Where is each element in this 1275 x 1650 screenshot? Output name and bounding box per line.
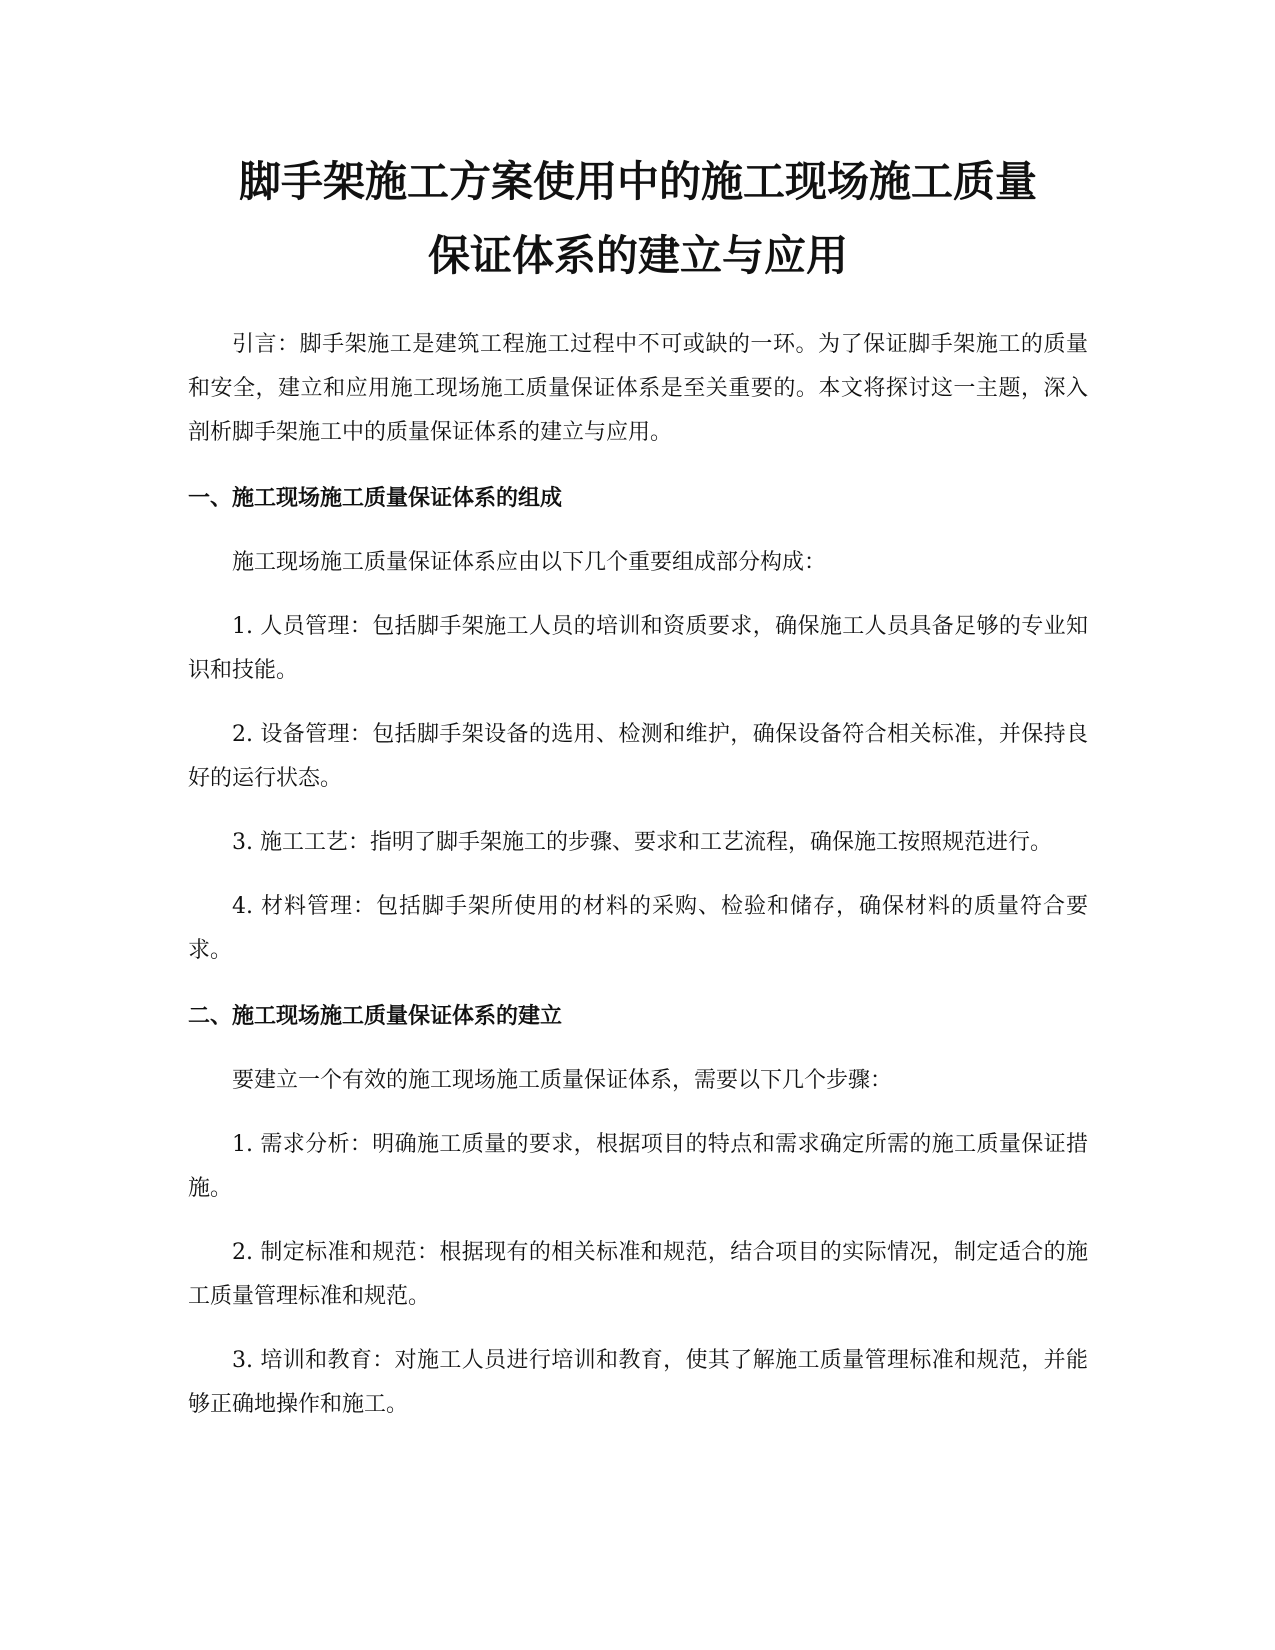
section-1-item-1: 1. 人员管理：包括脚手架施工人员的培训和资质要求，确保施工人员具备足够的专业知识和技能。 xyxy=(188,614,1088,683)
section-2-item-3: 3. 培训和教育：对施工人员进行培训和教育，使其了解施工质量管理标准和规范，并能够正确地操作和施工。 xyxy=(188,1348,1088,1417)
section-2-item-2: 2. 制定标准和规范：根据现有的相关标准和规范，结合项目的实际情况，制定适合的施工质量管理标准和规范。 xyxy=(188,1240,1088,1309)
document-page xyxy=(188,145,1088,1427)
document-title xyxy=(188,145,1088,293)
section-1-heading: 一、施工现场施工质量保证体系的组成 xyxy=(188,486,563,511)
section-2-heading: 二、施工现场施工质量保证体系的建立 xyxy=(188,1004,563,1029)
section-1-item-4: 4. 材料管理：包括脚手架所使用的材料的采购、检验和储存，确保材料的质量符合要求。 xyxy=(188,894,1088,963)
section-1-lead: 施工现场施工质量保证体系应由以下几个重要组成部分构成： xyxy=(232,550,827,575)
section-1-item-2: 2. 设备管理：包括脚手架设备的选用、检测和维护，确保设备符合相关标准，并保持良好的运行状态。 xyxy=(188,722,1088,791)
title-line-2: 保证体系的建立与应用 xyxy=(427,231,848,280)
section-2-lead: 要建立一个有效的施工现场施工质量保证体系，需要以下几个步骤： xyxy=(232,1068,893,1093)
section-1-item-3: 3. 施工工艺：指明了脚手架施工的步骤、要求和工艺流程，确保施工按照规范进行。 xyxy=(232,830,1052,855)
title-line-1: 脚手架施工方案使用中的施工现场施工质量 xyxy=(238,157,1037,206)
section-2-item-1: 1. 需求分析：明确施工质量的要求，根据项目的特点和需求确定所需的施工质量保证措施。 xyxy=(188,1132,1088,1201)
intro-paragraph: 引言：脚手架施工是建筑工程施工过程中不可或缺的一环。为了保证脚手架施工的质量和安全，建立和应用施工现场施工质量保证体系是至关重要的。本文将探讨这一主题，深入剖析脚手架施工中的质量保证体系的建立与应用。 xyxy=(188,332,1088,445)
